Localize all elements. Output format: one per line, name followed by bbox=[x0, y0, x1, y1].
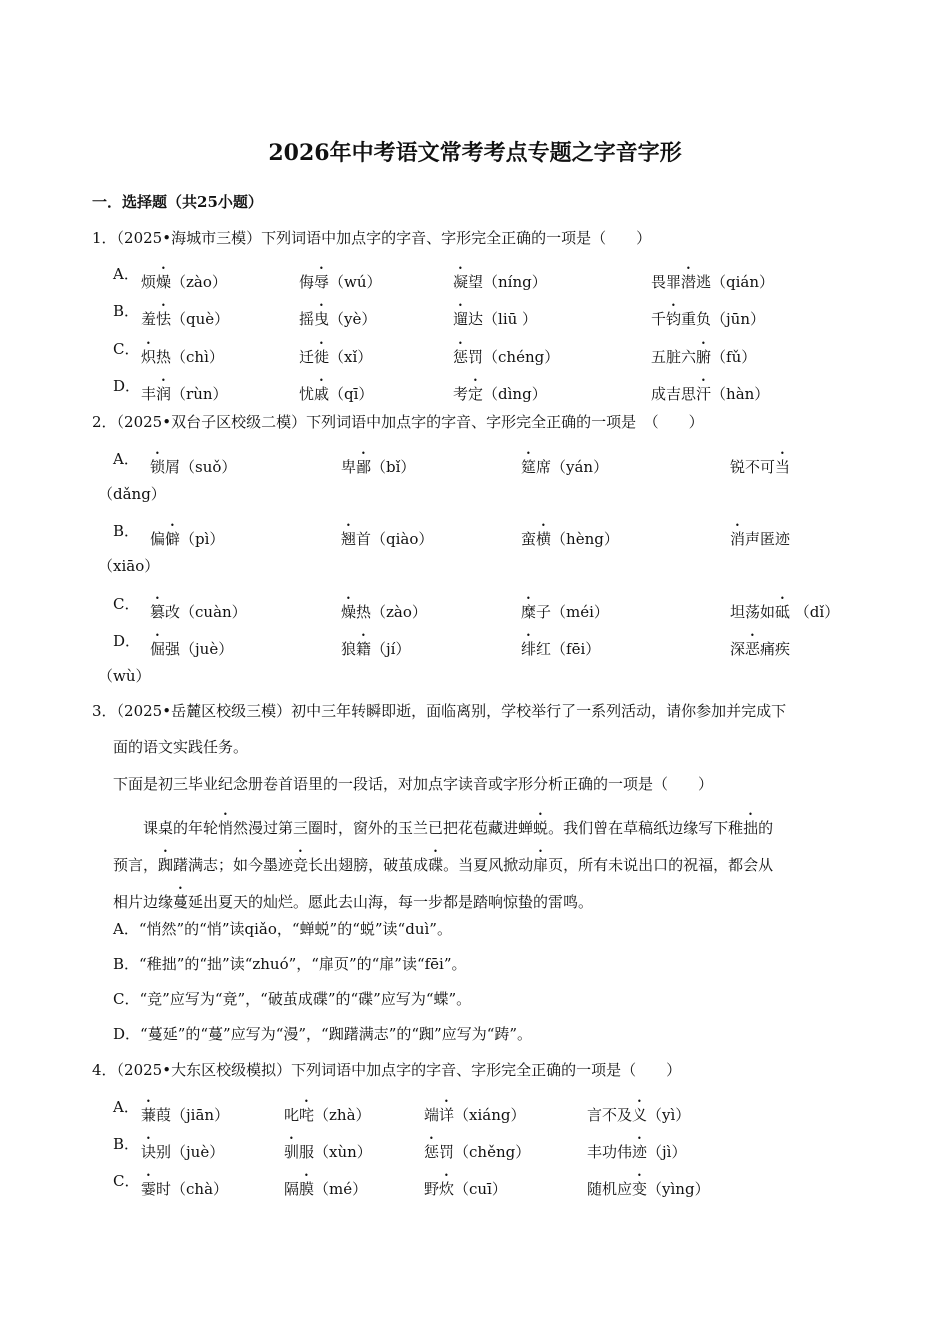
word: 坦荡如砥 （dǐ） bbox=[730, 603, 840, 621]
q1-option-a-word-1 bbox=[141, 264, 227, 292]
q4-option-b-word-3 bbox=[424, 1134, 530, 1162]
word: 诀别（juè） bbox=[141, 1143, 225, 1161]
q1-option-b-label: B． bbox=[113, 302, 140, 320]
dotted-char: 润 bbox=[156, 385, 172, 403]
section-heading: 一．选择题（共25小题） bbox=[92, 193, 263, 211]
q2-option-d-wrap: （wù） bbox=[98, 667, 151, 685]
dotted-char: 戚 bbox=[314, 385, 330, 403]
q1-option-c-word-3 bbox=[453, 339, 559, 367]
question-1-stem: 1．（2025•海城市三模）下列词语中加点字的字音、字形完全正确的一项是（ ） bbox=[92, 229, 652, 247]
q1-option-d-label: D． bbox=[113, 377, 141, 395]
q1-option-c-label: C． bbox=[113, 340, 140, 358]
dotted-char: 惩 bbox=[453, 348, 469, 366]
q1-option-c-word-1 bbox=[141, 339, 224, 367]
q1-option-d-word-3 bbox=[453, 376, 547, 404]
dotted-char: 恶 bbox=[745, 640, 761, 658]
q4-option-c-word-1 bbox=[141, 1171, 228, 1199]
q1-option-b-word-2 bbox=[299, 301, 376, 329]
dotted-char: 筵 bbox=[521, 458, 537, 476]
q4-option-b-word-4 bbox=[587, 1134, 686, 1162]
dotted-char: 竞 bbox=[293, 856, 309, 874]
dotted-char: 怯 bbox=[156, 310, 172, 328]
word: 端详（xiáng） bbox=[424, 1106, 526, 1124]
dotted-char: 惩 bbox=[424, 1143, 440, 1161]
word: 迁徙（xǐ） bbox=[299, 348, 373, 366]
q4-option-a-word-4 bbox=[587, 1097, 690, 1125]
dotted-char: 变 bbox=[632, 1180, 648, 1198]
dotted-char: 蔓 bbox=[173, 893, 189, 911]
dotted-char: 燥 bbox=[341, 603, 357, 621]
dotted-char: 驯 bbox=[284, 1143, 300, 1161]
word: 凝望（níng） bbox=[453, 273, 547, 291]
question-2-stem: 2．（2025•双台子区校级二模）下列词语中加点字的字音、字形完全正确的一项是 （ ） bbox=[92, 413, 704, 431]
q1-option-a-word-3 bbox=[453, 264, 547, 292]
dotted-char: 篡 bbox=[150, 603, 166, 621]
word: 叱咤（zhà） bbox=[284, 1106, 371, 1124]
q1-option-c-word-2 bbox=[299, 339, 372, 367]
q2-option-a-word-4 bbox=[730, 449, 790, 477]
dotted-char: 绯 bbox=[521, 640, 537, 658]
dotted-char: 碟 bbox=[428, 856, 444, 874]
word: 倔强（juè） bbox=[150, 640, 234, 658]
dotted-char: 蒹 bbox=[141, 1106, 157, 1124]
q1-option-a-label: A． bbox=[113, 265, 139, 283]
q2-option-d-word-3 bbox=[521, 631, 600, 659]
word: 畏罪潜逃（qián） bbox=[651, 273, 775, 291]
q4-option-c-word-3 bbox=[424, 1171, 507, 1199]
q3-option-d: D．“蔓延”的“蔓”应写为“漫”，“踟躇满志”的“踟”应写为“踌”。 bbox=[113, 1025, 533, 1043]
dotted-char: 迹 bbox=[632, 1143, 648, 1161]
q4-option-b-label: B． bbox=[113, 1135, 140, 1153]
word: 惩罚（chěng） bbox=[424, 1143, 531, 1161]
word: 羞怯（què） bbox=[141, 310, 230, 328]
dotted-char: 锁 bbox=[150, 458, 166, 476]
dotted-char: 腑 bbox=[696, 348, 712, 366]
q1-option-c-word-4 bbox=[651, 339, 756, 367]
question-3-stem-line2: 面的语文实践任务。 bbox=[113, 738, 249, 756]
word: 霎时（chà） bbox=[141, 1180, 229, 1198]
question-4-stem: 4．（2025•大东区校级模拟）下列词语中加点字的字音、字形完全正确的一项是（ ） bbox=[92, 1061, 682, 1079]
word: 深恶痛疾 bbox=[730, 640, 791, 658]
word: 遛达（liū ） bbox=[453, 310, 538, 328]
q1-option-b-word-3 bbox=[453, 301, 537, 329]
q2-option-b-word-4 bbox=[730, 521, 790, 549]
word: 考定（dìng） bbox=[453, 385, 547, 403]
q4-option-a-word-1 bbox=[141, 1097, 229, 1125]
word: 狼籍（jí） bbox=[341, 640, 411, 658]
word: 摇曳（yè） bbox=[299, 310, 377, 328]
word: 蛮横（hèng） bbox=[521, 530, 619, 548]
word: 筵席（yán） bbox=[521, 458, 609, 476]
q2-option-b-word-1 bbox=[150, 521, 224, 549]
dotted-char: 消 bbox=[730, 530, 746, 548]
dotted-char: 倔 bbox=[150, 640, 166, 658]
dotted-char: 燥 bbox=[156, 273, 172, 291]
q2-option-a-word-1 bbox=[150, 449, 236, 477]
dotted-char: 翘 bbox=[341, 530, 357, 548]
q4-option-b-word-2 bbox=[284, 1134, 372, 1162]
dotted-char: 曳 bbox=[314, 310, 330, 328]
page-title: 2026年中考语文常考考点专题之字音字形 bbox=[268, 140, 682, 166]
dotted-char: 踟 bbox=[158, 856, 174, 874]
q4-option-c-word-4 bbox=[587, 1171, 710, 1199]
q4-option-a-word-3 bbox=[424, 1097, 526, 1125]
q2-option-a-word-3 bbox=[521, 449, 608, 477]
word: 绯红（fēi） bbox=[521, 640, 601, 658]
q2-option-c-word-2 bbox=[341, 594, 427, 622]
word: 驯服（xùn） bbox=[284, 1143, 372, 1161]
word: 偏僻（pì） bbox=[150, 530, 225, 548]
word: 蒹葭（jiān） bbox=[141, 1106, 230, 1124]
dotted-char: 横 bbox=[536, 530, 552, 548]
q1-option-a-word-2 bbox=[299, 264, 382, 292]
word: 侮辱（wú） bbox=[299, 273, 382, 291]
dotted-char: 扉 bbox=[533, 856, 549, 874]
dotted-char: 鄙 bbox=[356, 458, 372, 476]
dotted-char: 徙 bbox=[314, 348, 330, 366]
q2-option-c-word-4 bbox=[730, 594, 839, 622]
word: 成吉思汗（hàn） bbox=[651, 385, 770, 403]
dotted-char: 潜 bbox=[681, 273, 697, 291]
q2-option-d-word-4 bbox=[730, 631, 790, 659]
q2-option-a-wrap: （dǎng） bbox=[98, 485, 166, 503]
q2-option-b-word-2 bbox=[341, 521, 433, 549]
q1-option-b-word-4 bbox=[651, 301, 765, 329]
q2-option-b-label: B． bbox=[113, 522, 140, 540]
dotted-char: 拙 bbox=[743, 819, 759, 837]
dotted-char: 霎 bbox=[141, 1180, 157, 1198]
dotted-char: 定 bbox=[468, 385, 484, 403]
word: 锐不可当 bbox=[730, 458, 791, 476]
q2-option-a-label: A． bbox=[113, 450, 139, 468]
word: 随机应变（yìng） bbox=[587, 1180, 710, 1198]
q1-option-d-word-4 bbox=[651, 376, 769, 404]
dotted-char: 义 bbox=[632, 1106, 648, 1124]
word: 隔膜（mé） bbox=[284, 1180, 368, 1198]
dotted-char: 蜕 bbox=[533, 819, 549, 837]
dotted-char: 炽 bbox=[141, 348, 157, 366]
dotted-char: 膜 bbox=[299, 1180, 315, 1198]
q3-option-b: B．“稚拙”的“拙”读“zhuó”，“扉页”的“扉”读“fēi”。 bbox=[113, 955, 467, 973]
word: 炽热（chì） bbox=[141, 348, 224, 366]
q3-passage-line3: 相片边缘蔓延出夏天的灿烂。愿此去山海，每一步都是踏响惊蛰的雷鸣。 bbox=[113, 893, 594, 911]
dotted-char: 钧 bbox=[666, 310, 682, 328]
dotted-char: 遛 bbox=[453, 310, 469, 328]
q4-option-c-word-2 bbox=[284, 1171, 367, 1199]
dotted-char: 僻 bbox=[165, 530, 181, 548]
q2-option-d-word-2 bbox=[341, 631, 410, 659]
word: 烦燥（zào） bbox=[141, 273, 227, 291]
word: 翘首（qiào） bbox=[341, 530, 434, 548]
q4-option-c-label: C． bbox=[113, 1172, 140, 1190]
word: 糜子（méi） bbox=[521, 603, 609, 621]
dotted-char: 咤 bbox=[299, 1106, 315, 1124]
q4-option-a-word-2 bbox=[284, 1097, 371, 1125]
dotted-char: 砥 bbox=[775, 603, 791, 621]
dotted-char: 籍 bbox=[356, 640, 372, 658]
dotted-char: 诀 bbox=[141, 1143, 157, 1161]
q1-option-d-word-1 bbox=[141, 376, 228, 404]
word: 锁屑（suǒ） bbox=[150, 458, 237, 476]
q4-option-a-label: A． bbox=[113, 1098, 139, 1116]
word: 燥热（zào） bbox=[341, 603, 427, 621]
q1-option-b-word-1 bbox=[141, 301, 229, 329]
q4-option-b-word-1 bbox=[141, 1134, 224, 1162]
word: 消声匿迹 bbox=[730, 530, 791, 548]
q2-option-b-word-3 bbox=[521, 521, 619, 549]
word: 卑鄙（bǐ） bbox=[341, 458, 416, 476]
word: 忧戚（qī） bbox=[299, 385, 374, 403]
dotted-char: 当 bbox=[775, 458, 791, 476]
dotted-char: 凝 bbox=[453, 273, 469, 291]
word: 五脏六腑（fǔ） bbox=[651, 348, 757, 366]
q2-option-c-label: C． bbox=[113, 595, 140, 613]
word: 篡改（cuàn） bbox=[150, 603, 247, 621]
q3-passage-line2: 预言，踟躇满志；如今墨迹竞长出翅膀，破茧成碟。当夏风掀动扉页，所有未说出口的祝福，都会从 bbox=[113, 856, 774, 874]
dotted-char: 炊 bbox=[439, 1180, 455, 1198]
dotted-char: 糜 bbox=[521, 603, 537, 621]
q1-option-d-word-2 bbox=[299, 376, 373, 404]
word: 千钧重负（jūn） bbox=[651, 310, 766, 328]
q2-option-d-word-1 bbox=[150, 631, 233, 659]
question-3-stem-line1: 3．（2025•岳麓区校级三模）初中三年转瞬即逝，面临离别，学校举行了一系列活动，请你参加并完成下 bbox=[92, 702, 787, 720]
q2-option-a-word-2 bbox=[341, 449, 415, 477]
q3-option-a: A．“悄然”的“悄”读qiǎo，“蝉蜕”的“蜕”读“duì”。 bbox=[113, 920, 452, 938]
dotted-char: 悄 bbox=[218, 819, 234, 837]
q2-option-c-word-1 bbox=[150, 594, 247, 622]
word: 言不及义（yì） bbox=[587, 1106, 691, 1124]
word: 丰润（rùn） bbox=[141, 385, 228, 403]
word: 丰功伟迹（jì） bbox=[587, 1143, 687, 1161]
question-3-intro: 下面是初三毕业纪念册卷首语里的一段话，对加点字读音或字形分析正确的一项是（ ） bbox=[113, 775, 714, 793]
dotted-char: 详 bbox=[439, 1106, 455, 1124]
q3-option-c: C．“竞”应写为“竟”，“破茧成碟”的“碟”应写为“蝶”。 bbox=[113, 990, 472, 1008]
q2-option-b-wrap: （xiāo） bbox=[98, 557, 160, 575]
word: 惩罚（chéng） bbox=[453, 348, 560, 366]
q2-option-c-word-3 bbox=[521, 594, 609, 622]
q2-option-d-label: D． bbox=[113, 632, 141, 650]
q1-option-a-word-4 bbox=[651, 264, 774, 292]
word: 野炊（cuī） bbox=[424, 1180, 507, 1198]
dotted-char: 汗 bbox=[696, 385, 712, 403]
dotted-char: 辱 bbox=[314, 273, 330, 291]
q3-passage-line1: 课桌的年轮悄然漫过第三圈时，窗外的玉兰已把花苞藏进蝉蜕。我们曾在草稿纸边缘写下稚拙的 bbox=[113, 819, 774, 837]
